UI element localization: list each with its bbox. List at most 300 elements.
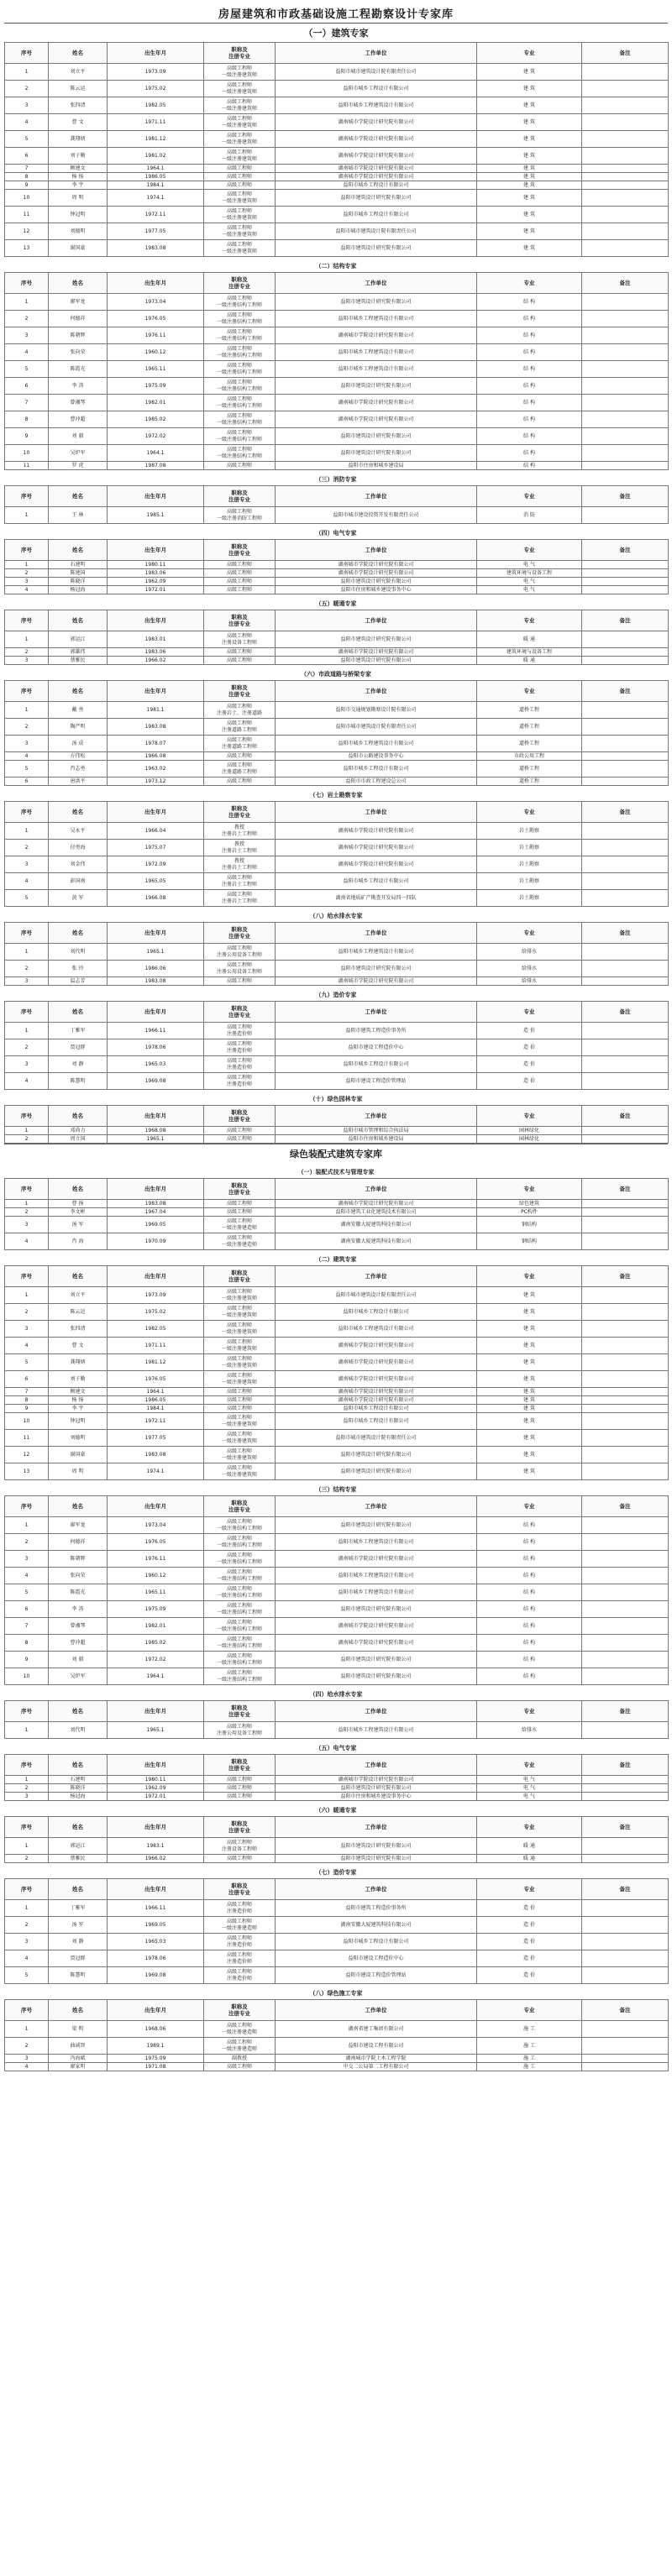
cell-name: 陈云运: [49, 1304, 108, 1321]
cell-note: [582, 1287, 669, 1304]
cell-title: [204, 240, 276, 257]
table-row: [5, 428, 669, 445]
cell-birth: 1983.08: [108, 977, 204, 986]
cell-major: 建 筑: [477, 148, 582, 165]
cell-title: [204, 1217, 276, 1233]
header-row: [5, 1106, 669, 1127]
header-title: [204, 1496, 276, 1517]
cell-note: [582, 1601, 669, 1618]
cell-org: 益阳市住房和城乡建设事务中心: [276, 1793, 477, 1801]
cell-org: 湖南城市学院设计研究院有限公司: [276, 148, 477, 165]
cell-major: 结 构: [477, 344, 582, 361]
header-major: 专业: [477, 1879, 582, 1900]
header-title-line1: 职称及: [231, 614, 248, 620]
cell-title-line: 注册造价师: [226, 1064, 252, 1071]
cell-note: [582, 1838, 669, 1855]
cell-note: [582, 890, 669, 907]
cell-major: 结 构: [477, 1584, 582, 1601]
cell-major: 道桥工程: [477, 719, 582, 736]
cell-org: 益阳市建筑设计研究院有限公司: [276, 657, 477, 665]
table-row: [5, 761, 669, 778]
cell-no: 1: [5, 631, 49, 648]
header-row: [5, 1755, 669, 1776]
expert-table: [4, 1700, 669, 1739]
header-org: 工作单位: [276, 1817, 477, 1838]
cell-title: [204, 736, 276, 752]
cell-note: [582, 2038, 669, 2055]
cell-name: 郭运江: [49, 631, 108, 648]
cell-birth: 1969.05: [108, 1217, 204, 1233]
cell-name: 刘德明: [49, 1430, 108, 1447]
cell-title-line: 高级工程师: [226, 81, 252, 88]
cell-name: 李 宇: [49, 1405, 108, 1413]
header-no: 序号: [5, 681, 49, 702]
header-org: 工作单位: [276, 1496, 477, 1517]
cell-no: 2: [5, 1534, 49, 1551]
cell-birth: 1975.02: [108, 81, 204, 97]
cell-major: 电 气: [477, 561, 582, 569]
expert-table: [4, 1754, 669, 1801]
cell-title: [204, 207, 276, 223]
cell-no: 3: [5, 977, 49, 986]
cell-note: [582, 823, 669, 840]
cell-major: 造 价: [477, 1023, 582, 1039]
table-row: [5, 873, 669, 890]
table-row: [5, 1217, 669, 1233]
cell-no: 6: [5, 778, 49, 786]
cell-org: 益阳市城市建筑设计院有限责任公司: [276, 1287, 477, 1304]
cell-title: [204, 1838, 276, 1855]
cell-name: 石建明: [49, 561, 108, 569]
cell-title-line: 一级注册结构工程师: [216, 1525, 262, 1531]
cell-no: 2: [5, 719, 49, 736]
cell-no: 8: [5, 173, 49, 181]
cell-title-line: 一级注册结构工程师: [216, 301, 262, 308]
expert-table: [4, 1105, 669, 1144]
cell-title-line: 高级工程师: [226, 1234, 252, 1241]
cell-title-line: 注册公用设备工程师: [216, 951, 262, 958]
cell-title: [204, 1601, 276, 1618]
cell-major: 造 价: [477, 1900, 582, 1917]
cell-title: [204, 1233, 276, 1250]
header-title-line1: 职称及: [231, 926, 248, 933]
cell-title-line: 一级注册结构工程师: [216, 385, 262, 392]
table-row: [5, 1652, 669, 1668]
cell-org: 益阳市住房和城乡建设局: [276, 462, 477, 470]
cell-org: 益阳市建设工程造价管理站: [276, 1967, 477, 1984]
cell-name: 张四清: [49, 1321, 108, 1338]
cell-major: 建 筑: [477, 1447, 582, 1463]
cell-title-line: 高级工程师: [226, 1405, 252, 1411]
cell-note: [582, 2021, 669, 2038]
cell-title-line: 一级注册建筑师: [221, 1345, 257, 1352]
table-row: [5, 586, 669, 594]
cell-org: 湖南城市学院设计研究院有限公司: [276, 173, 477, 181]
cell-no: 10: [5, 1413, 49, 1430]
table-row: [5, 778, 669, 786]
header-birth: 出生年月: [108, 486, 204, 507]
cell-no: 2: [5, 311, 49, 327]
cell-name: 肖 海: [49, 1233, 108, 1250]
cell-no: 9: [5, 1652, 49, 1668]
cell-note: [582, 1568, 669, 1584]
header-name: 姓名: [49, 273, 108, 294]
cell-title: [204, 378, 276, 395]
header-name: 姓名: [49, 1179, 108, 1200]
header-row: [5, 2000, 669, 2021]
cell-name: 陈晓洋: [49, 578, 108, 586]
cell-title: [204, 311, 276, 327]
cell-note: [582, 1413, 669, 1430]
cell-note: [582, 1668, 669, 1685]
table-row: [5, 2055, 669, 2063]
cell-org: 益阳市建筑设计研究院有限公司: [276, 578, 477, 586]
cell-note: [582, 507, 669, 524]
cell-no: 1: [5, 561, 49, 569]
header-note: 备注: [582, 1266, 669, 1287]
cell-birth: 1986.05: [108, 1396, 204, 1405]
cell-title-line: 高级工程师: [226, 648, 252, 655]
cell-note: [582, 778, 669, 786]
cell-title-line: 注册造价师: [226, 1975, 252, 1982]
cell-title: [204, 961, 276, 977]
cell-title: [204, 1917, 276, 1934]
header-org: 工作单位: [276, 1701, 477, 1722]
cell-note: [582, 207, 669, 223]
header-row: [5, 681, 669, 702]
cell-title-line: 注册造价师: [226, 1081, 252, 1087]
cell-no: 7: [5, 1618, 49, 1635]
cell-org: 益阳市建筑设计研究院有限公司: [276, 1601, 477, 1618]
header-note: 备注: [582, 1002, 669, 1023]
cell-title-line: 高级工程师: [226, 115, 252, 122]
cell-org: 益阳市建设工程造价管理站: [276, 1073, 477, 1090]
cell-birth: 1982.01: [108, 395, 204, 411]
cell-title-line: 一级注册结构工程师: [216, 1609, 262, 1615]
table-row: [5, 961, 669, 977]
cell-note: [582, 1354, 669, 1371]
cell-org: 益阳市建筑设计研究院有限公司: [276, 1447, 477, 1463]
cell-title-line: 高级工程师: [226, 149, 252, 155]
table-row: [5, 648, 669, 657]
cell-no: 9: [5, 428, 49, 445]
header-no: 序号: [5, 1002, 49, 1023]
header-birth: 出生年月: [108, 802, 204, 823]
cell-note: [582, 736, 669, 752]
cell-major: 造 价: [477, 1917, 582, 1934]
cell-major: 结 构: [477, 395, 582, 411]
cell-name: 钟冠明: [49, 1413, 108, 1430]
header-major: 专业: [477, 43, 582, 64]
cell-major: 岩土勘察: [477, 890, 582, 907]
cell-no: 3: [5, 97, 49, 114]
cell-org: 益阳市城乡工程建筑设计有限公司: [276, 1722, 477, 1739]
header-title-line1: 职称及: [231, 1270, 248, 1276]
cell-birth: 1983.1: [108, 1838, 204, 1855]
table-row: [5, 1934, 669, 1950]
header-name: 姓名: [49, 1817, 108, 1838]
cell-major: 建 筑: [477, 1304, 582, 1321]
cell-org: 益阳市城乡工程设计有限公司: [276, 1304, 477, 1321]
table-row: [5, 190, 669, 207]
cell-title-line: 高级工程师: [226, 1448, 252, 1454]
table-row: [5, 240, 669, 257]
header-org: 工作单位: [276, 681, 477, 702]
cell-title-line: 高级工程师: [226, 1784, 252, 1791]
cell-org: 湖南省地质矿产勘查开发局四一四队: [276, 890, 477, 907]
cell-note: [582, 1321, 669, 1338]
cell-title: [204, 114, 276, 131]
cell-no: 8: [5, 1635, 49, 1652]
table-row: [5, 1635, 669, 1652]
table-row: [5, 1039, 669, 1056]
cell-title: [204, 327, 276, 344]
header-title-line2: 注册专业: [228, 691, 250, 698]
cell-org: 益阳市建筑设计研究院有限公司: [276, 961, 477, 977]
cell-title-line: 注册造价师: [226, 1941, 252, 1948]
cell-org: 湖南城市学院设计研究院有限公司: [276, 131, 477, 148]
table-row: [5, 1200, 669, 1208]
cell-no: 6: [5, 1371, 49, 1388]
cell-no: 10: [5, 1668, 49, 1685]
cell-major: 给排水: [477, 961, 582, 977]
cell-title: [204, 1776, 276, 1784]
cell-title-line: 一级注册建筑师: [221, 1454, 257, 1461]
cell-major: 给排水: [477, 1722, 582, 1739]
header-major: 专业: [477, 923, 582, 944]
cell-name: 顾建文: [49, 165, 108, 173]
cell-no: 6: [5, 1601, 49, 1618]
cell-no: 5: [5, 361, 49, 378]
cell-major: 建 筑: [477, 1413, 582, 1430]
cell-major: 造 价: [477, 1967, 582, 1984]
cell-birth: 1965.05: [108, 873, 204, 890]
cell-birth: 1981.02: [108, 148, 204, 165]
header-birth: 出生年月: [108, 1879, 204, 1900]
cell-note: [582, 1722, 669, 1739]
cell-org: 益阳市建筑工程造价事务所: [276, 1900, 477, 1917]
cell-major: 建 筑: [477, 1430, 582, 1447]
header-title-line2: 注册专业: [228, 1276, 250, 1283]
cell-title-line: 高级工程师: [226, 1074, 252, 1081]
cell-org: 益阳市建筑设计研究院有限公司: [276, 1517, 477, 1534]
cell-note: [582, 631, 669, 648]
cell-title: [204, 1321, 276, 1338]
cell-no: 4: [5, 1338, 49, 1354]
cell-major: 岩土勘察: [477, 856, 582, 873]
cell-org: 湖南城市学院设计研究院有限公司: [276, 1776, 477, 1784]
cell-org: 益阳市城乡工程建筑设计有限公司: [276, 1584, 477, 1601]
cell-title: [204, 97, 276, 114]
cell-no: 1: [5, 1200, 49, 1208]
cell-org: 益阳市建筑设计研究院有限公司: [276, 190, 477, 207]
cell-major: 岩土勘察: [477, 823, 582, 840]
cell-org: 益阳市城市管理和综合执法局: [276, 1127, 477, 1135]
cell-title-line: 一级注册结构工程师: [216, 1676, 262, 1683]
cell-birth: 1981.1: [108, 702, 204, 719]
header-name: 姓名: [49, 1002, 108, 1023]
cell-no: 1: [5, 1722, 49, 1739]
cell-note: [582, 586, 669, 594]
cell-birth: 1965.03: [108, 1056, 204, 1073]
cell-org: 益阳市建筑设计研究院有限公司: [276, 1463, 477, 1480]
cell-title-line: 高级工程师: [226, 1288, 252, 1295]
cell-birth: 1966.02: [108, 657, 204, 665]
header-title: [204, 802, 276, 823]
table-row: [5, 1073, 669, 1090]
table-row: [5, 311, 669, 327]
cell-title-line: 高级工程师: [226, 1217, 252, 1224]
cell-major: 结 构: [477, 1618, 582, 1635]
cell-major: 结 构: [477, 428, 582, 445]
cell-major: 岩土勘察: [477, 873, 582, 890]
cell-major: 结 构: [477, 1635, 582, 1652]
cell-no: 3: [5, 578, 49, 586]
cell-no: 1: [5, 1287, 49, 1304]
cell-title-line: 高级工程师: [226, 1388, 252, 1395]
cell-note: [582, 148, 669, 165]
table-row: [5, 395, 669, 411]
cell-org: 湖南城市学院设计研究院有限公司: [276, 165, 477, 173]
cell-note: [582, 294, 669, 311]
cell-name: 谢国豪: [49, 1447, 108, 1463]
cell-major: 结 构: [477, 1601, 582, 1618]
cell-title-line: 一级注册建筑师: [221, 1295, 257, 1301]
expert-table: [4, 610, 669, 665]
cell-title-line: 高级工程师: [226, 446, 252, 453]
table-row: [5, 1371, 669, 1388]
cell-name: 谢国豪: [49, 240, 108, 257]
header-title: [204, 681, 276, 702]
cell-title-line: 高级工程师: [226, 1338, 252, 1345]
cell-title-line: 高级工程师: [226, 345, 252, 352]
header-title-line1: 职称及: [231, 1500, 248, 1506]
header-title-line1: 职称及: [231, 1182, 248, 1189]
cell-major: 建 筑: [477, 240, 582, 257]
header-org: 工作单位: [276, 2000, 477, 2021]
cell-title-line: 注册道路工程师: [221, 743, 257, 750]
cell-title: [204, 1338, 276, 1354]
cell-no: 2: [5, 2038, 49, 2055]
cell-no: 1: [5, 1023, 49, 1039]
cell-no: 12: [5, 1447, 49, 1463]
cell-org: 益阳市建筑设计研究院有限公司: [276, 445, 477, 462]
cell-org: 益阳市城乡工程建筑设计有限公司: [276, 361, 477, 378]
cell-birth: 1960.12: [108, 1568, 204, 1584]
cell-org: 益阳市城乡工程设计有限公司: [276, 181, 477, 190]
table-row: [5, 657, 669, 665]
cell-title-line: 一级注册结构工程师: [216, 335, 262, 342]
cell-org: 益阳市住房和城乡建设局: [276, 1135, 477, 1144]
cell-title: [204, 1793, 276, 1801]
cell-name: 龚翔炳: [49, 131, 108, 148]
cell-org: 益阳市建设工程造价中心: [276, 1039, 477, 1056]
cell-no: 8: [5, 1396, 49, 1405]
cell-org: 益阳市城乡工程建筑设计有限公司: [276, 736, 477, 752]
header-title-line1: 职称及: [231, 1005, 248, 1012]
header-row: [5, 273, 669, 294]
cell-org: 益阳市城市建筑设计院有限责任公司: [276, 64, 477, 81]
table-row: [5, 1668, 669, 1685]
cell-title-line: 一级注册建筑师: [221, 1379, 257, 1385]
cell-title: [204, 1304, 276, 1321]
table-row: [5, 1967, 669, 1984]
table-row: [5, 1338, 669, 1354]
header-major: 专业: [477, 2000, 582, 2021]
cell-name: 丁雅军: [49, 1023, 108, 1039]
cell-no: 7: [5, 165, 49, 173]
cell-org: 湖南城市学院设计研究院有限公司: [276, 114, 477, 131]
table-row: [5, 2063, 669, 2071]
cell-birth: 1989.1: [108, 2038, 204, 2055]
section-title: （四）给水排水专家: [309, 1691, 363, 1698]
cell-note: [582, 752, 669, 761]
header-note: 备注: [582, 1755, 669, 1776]
cell-note: [582, 761, 669, 778]
cell-title-line: 高级工程师: [226, 1568, 252, 1575]
cell-major: 造 价: [477, 1934, 582, 1950]
cell-org: 益阳市城乡工程设计有限公司: [276, 1056, 477, 1073]
cell-name: 杨冠海: [49, 586, 108, 594]
header-org: 工作单位: [276, 610, 477, 631]
cell-birth: 1971.11: [108, 114, 204, 131]
header-birth: 出生年月: [108, 1701, 204, 1722]
cell-title-line: 高级工程师: [226, 132, 252, 139]
cell-title-line: 高级工程师: [226, 1935, 252, 1941]
header-name: 姓名: [49, 802, 108, 823]
cell-note: [582, 1304, 669, 1321]
cell-note: [582, 173, 669, 181]
table-row: [5, 1354, 669, 1371]
cell-name: 周 明: [49, 190, 108, 207]
cell-birth: 1960.12: [108, 344, 204, 361]
cell-no: 4: [5, 1233, 49, 1250]
cell-title-line: 高级工程师: [226, 1040, 252, 1047]
header-title: [204, 540, 276, 561]
cell-name: 陈朝辉: [49, 327, 108, 344]
table-row: [5, 462, 669, 470]
cell-org: 益阳市交通规划勘察设计院有限公司: [276, 702, 477, 719]
cell-org: 益阳市建筑设计研究院有限公司: [276, 428, 477, 445]
section-title: （一）装配式技术与管理专家: [297, 1169, 375, 1175]
header-org: 工作单位: [276, 486, 477, 507]
cell-name: 龚翔炳: [49, 1354, 108, 1371]
cell-title-line: 高级工程师: [226, 736, 252, 743]
header-birth: 出生年月: [108, 1106, 204, 1127]
header-no: 序号: [5, 43, 49, 64]
cell-title: [204, 223, 276, 240]
cell-note: [582, 944, 669, 961]
table-row: [5, 569, 669, 578]
cell-note: [582, 1652, 669, 1668]
cell-title-line: 一级注册建筑师: [221, 1312, 257, 1318]
cell-no: 1: [5, 507, 49, 524]
cell-name: 陈晓洋: [49, 1784, 108, 1793]
header-title: [204, 273, 276, 294]
cell-birth: 1980.11: [108, 561, 204, 569]
cell-title: [204, 64, 276, 81]
cell-birth: 1976.05: [108, 1534, 204, 1551]
section-title: （七）造价专家: [315, 1869, 357, 1876]
header-no: 序号: [5, 486, 49, 507]
header-name: 姓名: [49, 2000, 108, 2021]
cell-note: [582, 1135, 669, 1144]
cell-title-line: 高级工程师: [226, 2063, 252, 2070]
cell-no: 4: [5, 2063, 49, 2071]
header-birth: 出生年月: [108, 2000, 204, 2021]
cell-title-line: 高级工程师: [226, 1431, 252, 1437]
cell-name: 何德祥: [49, 311, 108, 327]
